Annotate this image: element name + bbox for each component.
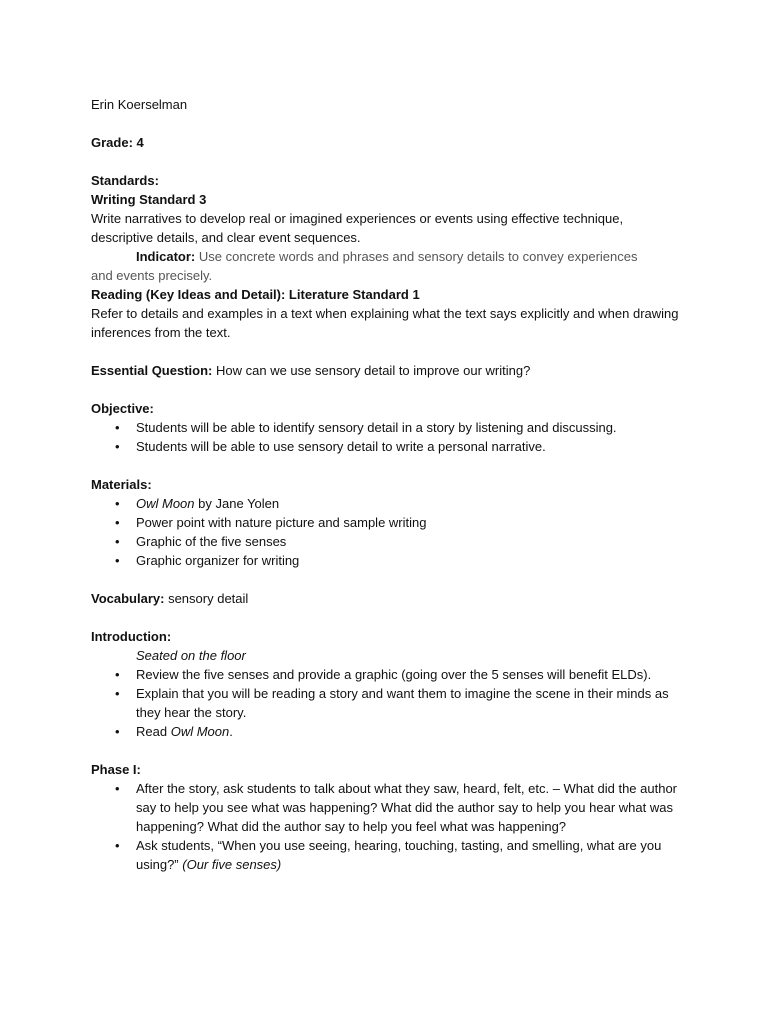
materials-item-text: Graphic of the five senses (136, 534, 287, 549)
list-item (91, 665, 688, 684)
indicator-line (91, 247, 688, 266)
list-item (91, 513, 688, 532)
indicator-text-2: and events precisely. (91, 268, 213, 283)
vocabulary-text: sensory detail (168, 591, 249, 606)
introduction-item-text: Explain that you will be reading a story and want them to imagine the scene in their minds as they hear the story. (136, 686, 669, 720)
bullet-icon: • (115, 439, 120, 454)
list-item (91, 836, 688, 874)
materials-list (91, 494, 688, 570)
list-item (91, 722, 688, 741)
grade-label: Grade: (91, 135, 133, 150)
bullet-icon: • (115, 724, 120, 739)
grade-line (91, 133, 688, 152)
book-title: Owl Moon (136, 496, 195, 511)
materials-heading: Materials: (91, 477, 152, 492)
essential-question-label: Essential Question: (91, 363, 213, 378)
phase1-heading: Phase I: (91, 762, 141, 777)
introduction-item-text: Review the five senses and provide a graphic (going over the 5 senses will benefit ELDs). (136, 667, 652, 682)
essential-question-text: How can we use sensory detail to improve our writing? (216, 363, 531, 378)
bullet-icon: • (115, 686, 120, 701)
materials-item-text: Graphic organizer for writing (136, 553, 300, 568)
grade-value: 4 (136, 135, 144, 150)
objective-heading: Objective: (91, 401, 154, 416)
phase1-item-answer: (Our five senses) (182, 857, 282, 872)
read-prefix: Read (136, 724, 168, 739)
introduction-list (91, 665, 688, 741)
writing-standard-text: Write narratives to develop real or imagined experiences or events using effective technique, descriptive details, and clear event sequences. (91, 211, 624, 245)
bullet-icon: • (115, 553, 120, 568)
read-suffix: . (229, 724, 233, 739)
objective-item-text: Students will be able to identify sensory detail in a story by listening and discussing. (136, 420, 617, 435)
standards-heading: Standards: (91, 173, 159, 188)
indicator-text-1: Use concrete words and phrases and sensory details to convey experiences (198, 249, 638, 264)
introduction-note: Seated on the floor (136, 648, 246, 663)
list-item (91, 532, 688, 551)
materials-item-text: Power point with nature picture and sample writing (136, 515, 427, 530)
bullet-icon: • (115, 515, 120, 530)
read-book-title: Owl Moon (170, 724, 230, 739)
writing-standard-title: Writing Standard 3 (91, 192, 207, 207)
book-author: by Jane Yolen (198, 496, 280, 511)
introduction-heading: Introduction: (91, 629, 172, 644)
list-item (91, 779, 688, 836)
list-item (91, 494, 688, 513)
bullet-icon: • (115, 781, 120, 796)
phase1-item-text: After the story, ask students to talk about what they saw, heard, felt, etc. – What did the author say to help you see what was happening? What did the author say to help you hear what was happening? What did the author say to help you feel what was happening? (136, 781, 677, 834)
vocabulary-line (91, 589, 688, 608)
list-item (91, 437, 688, 456)
bullet-icon: • (115, 534, 120, 549)
bullet-icon: • (115, 420, 120, 435)
list-item (91, 551, 688, 570)
list-item (91, 684, 688, 722)
author-name: Erin Koerselman (91, 97, 188, 112)
phase1-item-text: Ask students, “When you use seeing, hearing, touching, tasting, and smelling, what are you using?” (136, 838, 662, 872)
list-item (91, 418, 688, 437)
bullet-icon: • (115, 667, 120, 682)
phase1-list (91, 779, 688, 874)
objective-list (91, 418, 688, 456)
objective-item-text: Students will be able to use sensory detail to write a personal narrative. (136, 439, 546, 454)
bullet-icon: • (115, 838, 120, 853)
reading-standard-text: Refer to details and examples in a text when explaining what the text says explicitly and when drawing inferences from the text. (91, 306, 679, 340)
essential-question (91, 361, 688, 380)
vocabulary-label: Vocabulary: (91, 591, 165, 606)
reading-standard-title: Reading (Key Ideas and Detail): Literature Standard 1 (91, 287, 420, 302)
bullet-icon: • (115, 496, 120, 511)
indicator-label: Indicator: (136, 249, 196, 264)
